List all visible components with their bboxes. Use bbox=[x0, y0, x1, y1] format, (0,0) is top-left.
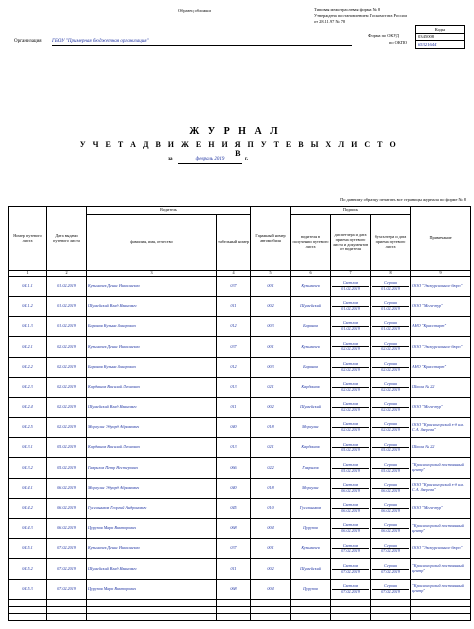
blank-row bbox=[9, 606, 471, 613]
cell-num: 04.1.1 bbox=[9, 276, 47, 296]
blank-cell bbox=[291, 606, 331, 613]
cell-tab-num: 013 bbox=[217, 438, 251, 458]
header-sign-dispatcher: диспетчера и дата приема путевого листа и документов от водителя bbox=[331, 215, 371, 271]
cell-sign-accountant-date: 02.02.2019 bbox=[381, 366, 400, 372]
table-row bbox=[9, 418, 471, 438]
cell-sign-accountant-date: 02.02.2019 bbox=[381, 346, 400, 352]
cell-sign-dispatcher-date: 06.02.2019 bbox=[341, 528, 360, 534]
cell-sign-dispatcher bbox=[331, 296, 371, 316]
cell-sign-dispatcher-date: 02.02.2019 bbox=[341, 427, 360, 433]
blank-cell bbox=[371, 613, 411, 620]
cell-note: Школа № 22 bbox=[411, 377, 471, 397]
blank-cell bbox=[411, 613, 471, 620]
cell-driver-name: Баранов Кузьма Захарович bbox=[87, 317, 217, 337]
cell-sign-accountant-date: 07.02.2019 bbox=[381, 548, 400, 554]
cell-garage: 018 bbox=[251, 478, 291, 498]
cell-sign-accountant-name: Серова bbox=[372, 483, 409, 489]
cell-sign-dispatcher bbox=[331, 377, 371, 397]
cell-num: 04.1.2 bbox=[9, 296, 47, 316]
cell-sign-accountant-name: Серова bbox=[372, 342, 409, 348]
cell-sign-dispatcher-name: Светлов bbox=[332, 382, 369, 388]
blank-cell bbox=[411, 606, 471, 613]
blank-row bbox=[9, 599, 471, 606]
cell-sign-dispatcher-date: 05.02.2019 bbox=[341, 447, 360, 453]
cell-date: 05.02.2019 bbox=[47, 438, 87, 458]
cell-note: АНО "Красстарт" bbox=[411, 357, 471, 377]
blank-cell bbox=[411, 599, 471, 606]
blank-cell bbox=[217, 599, 251, 606]
cell-sign-dispatcher-date: 02.02.2019 bbox=[341, 386, 360, 392]
cell-sign-accountant bbox=[371, 539, 411, 559]
cell-sign-accountant-name: Серова bbox=[372, 321, 409, 327]
blank-cell bbox=[47, 606, 87, 613]
cell-sign-dispatcher-name: Светлов bbox=[332, 362, 369, 368]
cell-date: 06.02.2019 bbox=[47, 498, 87, 518]
cell-sign-accountant-date: 07.02.2019 bbox=[381, 588, 400, 594]
cell-garage: 004 bbox=[251, 579, 291, 599]
blank-cell bbox=[331, 599, 371, 606]
cell-sign-dispatcher-date: 02.02.2019 bbox=[341, 366, 360, 372]
header-date: Дата выдачи путевого листа bbox=[47, 207, 87, 271]
cell-sign-dispatcher-name: Светлов bbox=[332, 321, 369, 327]
cell-sign-dispatcher-date: 07.02.2019 bbox=[341, 568, 360, 574]
cell-sign-driver: Шумейский bbox=[291, 397, 331, 417]
period-value: февраль 2019 bbox=[178, 157, 242, 164]
table-row bbox=[9, 438, 471, 458]
cell-garage: 003 bbox=[251, 317, 291, 337]
cell-sign-dispatcher bbox=[331, 397, 371, 417]
cell-sign-dispatcher-name: Светлов bbox=[332, 483, 369, 489]
cell-sign-accountant-date: 05.02.2019 bbox=[381, 447, 400, 453]
cell-note: ООО "Мега-тур" bbox=[411, 498, 471, 518]
codes-header: Коды bbox=[416, 26, 465, 34]
cover-sample-label: Образец обложки bbox=[178, 8, 211, 13]
cell-date: 02.02.2019 bbox=[47, 397, 87, 417]
cell-sign-accountant bbox=[371, 519, 411, 539]
cell-sign-accountant-date: 05.02.2019 bbox=[381, 467, 400, 473]
cell-sign-dispatcher-date: 02.02.2019 bbox=[341, 407, 360, 413]
cell-sign-accountant-date: 06.02.2019 bbox=[381, 487, 400, 493]
table-row bbox=[9, 296, 471, 316]
cell-date: 07.02.2019 bbox=[47, 559, 87, 579]
cell-note: АНО "Красстарт" bbox=[411, 317, 471, 337]
header-note: Примечание bbox=[411, 207, 471, 271]
approved-date-label: от 28.11.97 № 78 bbox=[314, 19, 346, 24]
table-row bbox=[9, 397, 471, 417]
blank-cell bbox=[87, 606, 217, 613]
cell-tab-num: 011 bbox=[217, 559, 251, 579]
cell-sign-driver: Баранов bbox=[291, 317, 331, 337]
cell-sign-accountant-date: 02.02.2019 bbox=[381, 386, 400, 392]
header-garage: Гаражный номер автомобиля bbox=[251, 207, 291, 271]
column-number: 6 bbox=[291, 271, 331, 277]
cell-garage: 021 bbox=[251, 438, 291, 458]
cell-driver-name: Цурупов Марк Викторович bbox=[87, 519, 217, 539]
blank-cell bbox=[251, 613, 291, 620]
cell-sign-accountant-name: Серова bbox=[372, 422, 409, 428]
cell-sign-dispatcher bbox=[331, 276, 371, 296]
cell-sign-dispatcher-date: 06.02.2019 bbox=[341, 507, 360, 513]
cell-tab-num: 066 bbox=[217, 458, 251, 478]
cell-sign-driver: Цурупов bbox=[291, 519, 331, 539]
cell-sign-accountant bbox=[371, 296, 411, 316]
header-sign-accountant: бухгалтера и дата приема путевого листа bbox=[371, 215, 411, 271]
cell-sign-accountant-date: 06.02.2019 bbox=[381, 507, 400, 513]
table-row bbox=[9, 317, 471, 337]
period-prefix: за bbox=[168, 157, 173, 162]
table-row bbox=[9, 377, 471, 397]
cell-num: 04.5.1 bbox=[9, 539, 47, 559]
cell-sign-accountant-name: Серова bbox=[372, 463, 409, 469]
cell-sign-dispatcher bbox=[331, 478, 371, 498]
cell-sign-driver: Моргулис bbox=[291, 418, 331, 438]
cell-driver-name: Баранов Кузьма Захарович bbox=[87, 357, 217, 377]
table-row bbox=[9, 519, 471, 539]
header-driver-name: фамилия, имя, отчество bbox=[87, 215, 217, 271]
cell-sign-dispatcher-name: Светлов bbox=[332, 342, 369, 348]
column-number: 3 bbox=[87, 271, 217, 277]
column-number: 2 bbox=[47, 271, 87, 277]
cell-num: 04.4.2 bbox=[9, 498, 47, 518]
period-suffix: г. bbox=[245, 157, 248, 162]
cell-num: 04.5.2 bbox=[9, 559, 47, 579]
cell-note: "Красногорский постоянный центр" bbox=[411, 559, 471, 579]
cell-note: ООО "Экскурсионное бюро" bbox=[411, 276, 471, 296]
cell-sign-accountant bbox=[371, 458, 411, 478]
cell-garage: 002 bbox=[251, 559, 291, 579]
cell-sign-dispatcher-name: Светлов bbox=[332, 584, 369, 590]
cell-garage: 002 bbox=[251, 296, 291, 316]
cell-garage: 004 bbox=[251, 519, 291, 539]
cell-sign-dispatcher-date: 05.02.2019 bbox=[341, 467, 360, 473]
table-row bbox=[9, 579, 471, 599]
cell-sign-dispatcher bbox=[331, 438, 371, 458]
cell-tab-num: 011 bbox=[217, 296, 251, 316]
cell-note: ООО "Красногорский з-д им. С.А. Зверева" bbox=[411, 478, 471, 498]
cell-date: 07.02.2019 bbox=[47, 539, 87, 559]
column-number: 1 bbox=[9, 271, 47, 277]
cell-sign-accountant bbox=[371, 579, 411, 599]
column-number: 8 bbox=[371, 271, 411, 277]
cell-num: 04.4.1 bbox=[9, 478, 47, 498]
cell-sign-driver: Кузьмичев bbox=[291, 539, 331, 559]
cell-sign-driver: Кардашов bbox=[291, 377, 331, 397]
cell-num: 04.2.5 bbox=[9, 418, 47, 438]
cell-garage: 001 bbox=[251, 539, 291, 559]
cell-sign-dispatcher-name: Светлов bbox=[332, 463, 369, 469]
cell-num: 04.2.4 bbox=[9, 397, 47, 417]
cell-sign-driver: Кардашов bbox=[291, 438, 331, 458]
cell-sign-dispatcher bbox=[331, 498, 371, 518]
cell-note: "Красногорский постоянный центр" bbox=[411, 519, 471, 539]
cell-garage: 022 bbox=[251, 458, 291, 478]
cell-note: ООО "Красногорский з-д им. С.А. Зверева" bbox=[411, 418, 471, 438]
cell-date: 01.02.2019 bbox=[47, 296, 87, 316]
cell-driver-name: Цурупов Марк Викторович bbox=[87, 579, 217, 599]
cell-sign-accountant bbox=[371, 276, 411, 296]
cell-date: 02.02.2019 bbox=[47, 377, 87, 397]
cell-sign-accountant-date: 02.02.2019 bbox=[381, 407, 400, 413]
cell-sign-accountant-name: Серова bbox=[372, 503, 409, 509]
table-row bbox=[9, 458, 471, 478]
cell-num: 04.2.1 bbox=[9, 337, 47, 357]
approved-label: Утверждена постановлением Госкомстата России bbox=[314, 13, 407, 18]
cell-sign-dispatcher-name: Светлов bbox=[332, 281, 369, 287]
cell-sign-dispatcher bbox=[331, 539, 371, 559]
cell-garage: 001 bbox=[251, 276, 291, 296]
table-row bbox=[9, 559, 471, 579]
journal-title: Ж У Р Н А Л bbox=[189, 126, 281, 137]
blank-cell bbox=[47, 599, 87, 606]
cell-sign-accountant-date: 02.02.2019 bbox=[381, 427, 400, 433]
cell-sign-accountant bbox=[371, 498, 411, 518]
cell-sign-driver: Шумейский bbox=[291, 559, 331, 579]
cell-tab-num: 040 bbox=[217, 418, 251, 438]
cell-date: 01.02.2019 bbox=[47, 276, 87, 296]
cell-sign-driver: Моргулис bbox=[291, 478, 331, 498]
table-row bbox=[9, 498, 471, 518]
cell-driver-name: Шумейский Влад Иванович bbox=[87, 559, 217, 579]
cell-sign-dispatcher-name: Светлов bbox=[332, 523, 369, 529]
column-number: 9 bbox=[411, 271, 471, 277]
cell-tab-num: 037 bbox=[217, 337, 251, 357]
cell-tab-num: 068 bbox=[217, 579, 251, 599]
cell-num: 04.4.3 bbox=[9, 519, 47, 539]
cell-driver-name: Кардашов Василий Леонович bbox=[87, 377, 217, 397]
cell-sign-accountant bbox=[371, 317, 411, 337]
table-row bbox=[9, 337, 471, 357]
cell-note: "Красногорский постоянный центр" bbox=[411, 458, 471, 478]
cell-num: 04.2.3 bbox=[9, 377, 47, 397]
cell-date: 06.02.2019 bbox=[47, 519, 87, 539]
cell-note: Школа № 22 bbox=[411, 438, 471, 458]
cell-sign-accountant-name: Серова bbox=[372, 443, 409, 449]
header-num: Номер путевого листа bbox=[9, 207, 47, 271]
cell-num: 04.5.3 bbox=[9, 579, 47, 599]
cell-sign-dispatcher-name: Светлов bbox=[332, 564, 369, 570]
header-tab-num: табельный номер bbox=[217, 215, 251, 271]
cell-tab-num: 013 bbox=[217, 377, 251, 397]
cell-sign-dispatcher-name: Светлов bbox=[332, 301, 369, 307]
cell-tab-num: 068 bbox=[217, 519, 251, 539]
cell-date: 02.02.2019 bbox=[47, 337, 87, 357]
cell-sign-dispatcher-date: 02.02.2019 bbox=[341, 346, 360, 352]
cell-sign-dispatcher-name: Светлов bbox=[332, 422, 369, 428]
cell-tab-num: 045 bbox=[217, 498, 251, 518]
cell-sign-accountant-name: Серова bbox=[372, 402, 409, 408]
table-row bbox=[9, 478, 471, 498]
blank-row bbox=[9, 613, 471, 620]
cell-sign-accountant bbox=[371, 377, 411, 397]
cell-sign-dispatcher-date: 06.02.2019 bbox=[341, 487, 360, 493]
cell-tab-num: 012 bbox=[217, 357, 251, 377]
header-sign-group: Подпись bbox=[291, 207, 411, 215]
cell-sign-driver: Цурупов bbox=[291, 579, 331, 599]
cell-sign-driver: Гаврилов bbox=[291, 458, 331, 478]
column-number: 4 bbox=[217, 271, 251, 277]
table-row bbox=[9, 539, 471, 559]
journal-subtitle: У Ч Е Т А Д В И Ж Е Н И Я П У Т Е В Ы Х Л И С Т О В bbox=[79, 140, 399, 158]
cell-sign-accountant-name: Серова bbox=[372, 564, 409, 570]
cell-note: ООО "Экскурсионное бюро" bbox=[411, 337, 471, 357]
cell-driver-name: Моргулис Эдуард Абрамович bbox=[87, 478, 217, 498]
blank-cell bbox=[371, 599, 411, 606]
blank-cell bbox=[9, 613, 47, 620]
cell-sign-accountant bbox=[371, 337, 411, 357]
cell-sign-accountant-name: Серова bbox=[372, 523, 409, 529]
cell-driver-name: Шумейский Влад Иванович bbox=[87, 296, 217, 316]
cell-driver-name: Кардашов Василий Леонович bbox=[87, 438, 217, 458]
blank-cell bbox=[251, 606, 291, 613]
column-number: 5 bbox=[251, 271, 291, 277]
org-value: ГБОУ "Примерная бюджетная организация" bbox=[52, 39, 352, 46]
cell-num: 04.2.2 bbox=[9, 357, 47, 377]
blank-cell bbox=[47, 613, 87, 620]
cell-sign-dispatcher bbox=[331, 458, 371, 478]
cell-sign-accountant-name: Серова bbox=[372, 382, 409, 388]
cell-sign-dispatcher-name: Светлов bbox=[332, 544, 369, 550]
form-type-label: Типовая межотраслевая форма № 8 bbox=[314, 7, 381, 12]
cell-sign-accountant bbox=[371, 357, 411, 377]
cell-sign-driver: Шумейский bbox=[291, 296, 331, 316]
cell-sign-accountant bbox=[371, 478, 411, 498]
cell-sign-accountant-name: Серова bbox=[372, 301, 409, 307]
cell-sign-accountant-date: 06.02.2019 bbox=[381, 528, 400, 534]
blank-cell bbox=[371, 606, 411, 613]
cell-driver-name: Кузьмичев Денис Николаевич bbox=[87, 337, 217, 357]
blank-cell bbox=[217, 606, 251, 613]
cell-num: 04.1.3 bbox=[9, 317, 47, 337]
cell-garage: 001 bbox=[251, 337, 291, 357]
okud-value: 0345008 bbox=[416, 33, 465, 41]
cell-driver-name: Кузьмичев Денис Николаевич bbox=[87, 539, 217, 559]
cell-sign-dispatcher bbox=[331, 357, 371, 377]
cell-sign-accountant-date: 01.02.2019 bbox=[381, 306, 400, 312]
cell-date: 01.02.2019 bbox=[47, 317, 87, 337]
blank-cell bbox=[217, 613, 251, 620]
cell-driver-name: Моргулис Эдуард Абрамович bbox=[87, 418, 217, 438]
okpo-label: по ОКПО bbox=[389, 40, 408, 45]
cell-sign-driver: Баранов bbox=[291, 357, 331, 377]
cell-sign-accountant-date: 01.02.2019 bbox=[381, 326, 400, 332]
cell-sign-dispatcher-date: 07.02.2019 bbox=[341, 588, 360, 594]
header-sign-driver: водителя в получении путевого листа bbox=[291, 215, 331, 271]
blank-cell bbox=[9, 599, 47, 606]
cell-sign-accountant-name: Серова bbox=[372, 281, 409, 287]
cell-date: 07.02.2019 bbox=[47, 579, 87, 599]
blank-cell bbox=[251, 599, 291, 606]
cell-driver-name: Кузьмичев Денис Николаевич bbox=[87, 276, 217, 296]
blank-cell bbox=[331, 613, 371, 620]
cell-tab-num: 040 bbox=[217, 478, 251, 498]
cell-sign-dispatcher-name: Светлов bbox=[332, 443, 369, 449]
table-row bbox=[9, 276, 471, 296]
cell-sign-accountant bbox=[371, 559, 411, 579]
cell-date: 02.02.2019 bbox=[47, 357, 87, 377]
cell-tab-num: 037 bbox=[217, 539, 251, 559]
cell-sign-dispatcher bbox=[331, 337, 371, 357]
cell-garage: 018 bbox=[251, 418, 291, 438]
cell-sign-accountant bbox=[371, 397, 411, 417]
cell-tab-num: 037 bbox=[217, 276, 251, 296]
column-number: 7 bbox=[331, 271, 371, 277]
cell-sign-dispatcher-name: Светлов bbox=[332, 503, 369, 509]
cell-sign-driver: Кузьмичев bbox=[291, 337, 331, 357]
cell-sign-accountant bbox=[371, 418, 411, 438]
cell-driver-name: Гаврилов Петр Нестерович bbox=[87, 458, 217, 478]
cell-sign-dispatcher bbox=[331, 559, 371, 579]
cell-driver-name: Гусельников Георгий Андронович bbox=[87, 498, 217, 518]
cell-sign-dispatcher bbox=[331, 579, 371, 599]
cell-sign-accountant-name: Серова bbox=[372, 584, 409, 590]
cell-sign-dispatcher-name: Светлов bbox=[332, 402, 369, 408]
cell-date: 06.02.2019 bbox=[47, 478, 87, 498]
cell-num: 04.3.2 bbox=[9, 458, 47, 478]
cell-driver-name: Шумейский Влад Иванович bbox=[87, 397, 217, 417]
header-driver-group: Водитель bbox=[87, 207, 251, 215]
blank-cell bbox=[331, 606, 371, 613]
blank-cell bbox=[9, 606, 47, 613]
cell-sign-dispatcher-date: 07.02.2019 bbox=[341, 548, 360, 554]
cell-sign-dispatcher bbox=[331, 418, 371, 438]
cell-garage: 003 bbox=[251, 357, 291, 377]
cell-num: 04.3.1 bbox=[9, 438, 47, 458]
cell-note: ООО "Мега-тур" bbox=[411, 296, 471, 316]
cell-tab-num: 012 bbox=[217, 317, 251, 337]
journal-table bbox=[8, 206, 471, 621]
cell-date: 05.02.2019 bbox=[47, 458, 87, 478]
cell-note: "Красногорский постоянный центр" bbox=[411, 579, 471, 599]
cell-note: ООО "Мега-тур" bbox=[411, 397, 471, 417]
cell-sign-driver: Гусельников bbox=[291, 498, 331, 518]
table-row bbox=[9, 357, 471, 377]
blank-cell bbox=[291, 599, 331, 606]
cell-garage: 002 bbox=[251, 397, 291, 417]
cell-sign-dispatcher-date: 01.02.2019 bbox=[341, 285, 360, 291]
cell-sign-accountant-name: Серова bbox=[372, 362, 409, 368]
cell-sign-driver: Кузьмичев bbox=[291, 276, 331, 296]
okud-label: Форма по ОКУД bbox=[368, 33, 399, 38]
org-label: Организация bbox=[14, 39, 42, 44]
blank-cell bbox=[87, 599, 217, 606]
cell-note: ООО "Экскурсионное бюро" bbox=[411, 539, 471, 559]
okpo-value: 65321644 bbox=[416, 41, 465, 49]
cell-garage: 010 bbox=[251, 498, 291, 518]
cell-sign-dispatcher bbox=[331, 317, 371, 337]
cell-tab-num: 011 bbox=[217, 397, 251, 417]
codes-table bbox=[415, 25, 465, 49]
cell-sign-accountant-date: 01.02.2019 bbox=[381, 285, 400, 291]
cell-sign-accountant-name: Серова bbox=[372, 544, 409, 550]
cell-sign-accountant bbox=[371, 438, 411, 458]
cell-sign-dispatcher bbox=[331, 519, 371, 539]
cell-sign-dispatcher-date: 01.02.2019 bbox=[341, 306, 360, 312]
cell-date: 02.02.2019 bbox=[47, 418, 87, 438]
cell-garage: 021 bbox=[251, 377, 291, 397]
cell-sign-dispatcher-date: 01.02.2019 bbox=[341, 326, 360, 332]
blank-cell bbox=[291, 613, 331, 620]
print-note: По данному образцу печатать все страницы журнала по форме № 8 bbox=[340, 197, 466, 202]
blank-cell bbox=[87, 613, 217, 620]
cell-sign-accountant-date: 07.02.2019 bbox=[381, 568, 400, 574]
